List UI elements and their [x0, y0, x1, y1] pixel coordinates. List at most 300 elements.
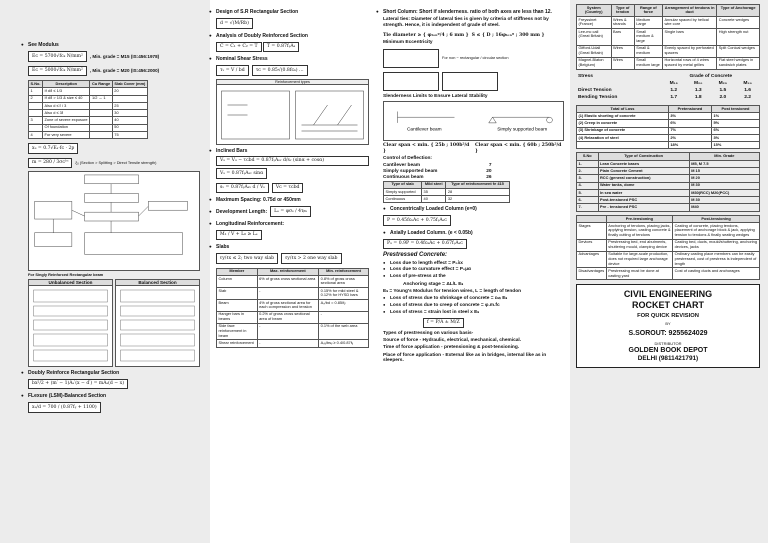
table-cell: 3% — [712, 134, 760, 141]
bending-label: Bending Tension — [578, 95, 618, 101]
table-cell: 4% of gross sectional area for each compression and tension — [257, 299, 319, 311]
table-row — [217, 299, 369, 311]
stress-value: 1.8 — [694, 95, 702, 101]
column-center-left — [210, 0, 375, 543]
time-of-force: Time of force application - pretensioning & post-tensioning. — [383, 345, 520, 351]
vc-formula: Vᴄ = τᴄbd — [272, 183, 304, 194]
direct-tension-row — [576, 88, 760, 95]
table-header-cell: Arrangement of tendons in duct — [662, 5, 716, 17]
vs-formula: Vₛ = Vᵤ − τᴄbd = 0.87fᵧAₛᵥ d/sᵥ (sinα + cosα) — [216, 156, 369, 167]
ec-1978-formula: Eᴄ = 5700√fᴄₖ N/mm² — [28, 51, 87, 62]
unbalanced-eqs — [29, 286, 112, 364]
balanced-eqs — [116, 286, 199, 364]
bending-tension-row — [576, 95, 760, 102]
flexure-formula: xᵤ/d = 700 / (0.87fᵧ + 1100) — [28, 402, 101, 413]
table-cell: Advantages — [577, 251, 607, 268]
table-cell: Continuous — [384, 196, 422, 203]
table-row — [29, 124, 148, 131]
table-cell: 50 — [112, 124, 147, 131]
table-header-cell: Type of slab — [384, 181, 422, 188]
stress-value: M₂₅ — [718, 81, 728, 87]
table-row — [577, 142, 760, 149]
balanced-row — [28, 157, 200, 170]
ecc-formula-3 — [442, 72, 498, 91]
list-item: ● Loss of stress due to creep of concrete = φ.m.fᴄ — [383, 303, 564, 309]
table-cell: 5. — [577, 189, 599, 196]
table-cell: 7. — [577, 204, 599, 211]
table-cell: 0.2% of gross cross sectional area of beam — [257, 311, 319, 323]
table-cell: 25 — [112, 102, 147, 109]
table-row — [577, 160, 760, 167]
d-formula: d = √(M/Rb) — [216, 18, 253, 29]
table-cell: - — [257, 323, 319, 340]
table-row — [577, 268, 760, 280]
table-cell: Shear reinforcement — [217, 340, 258, 347]
table-cell: 4 — [29, 131, 43, 138]
table-cell: Simply supported — [384, 188, 422, 195]
column-left — [0, 0, 210, 543]
table-cell: (3) Shrinkage of concrete — [577, 127, 669, 134]
table-header-cell: Min. Grade — [689, 153, 759, 160]
table-cell: Casting bed, ducts, mould/shuttering, anchoring devices, jacks — [673, 239, 760, 251]
table-cell: 5% — [712, 120, 760, 127]
table-cell: Pre - tensioned PSC — [598, 204, 689, 211]
clear-span-row — [383, 143, 564, 154]
table-cell: Medium Large — [634, 16, 662, 28]
table-header-cell: System (Country) — [577, 5, 612, 17]
list-item: ● Loss due to length effect = P₀λx — [383, 261, 564, 267]
clear-span-2: Clear span < min. { 60b ; 250b²/d } — [475, 143, 562, 154]
table-header-cell: Description — [43, 81, 90, 88]
failure-note: ξᵤ (Section > Splitting > Direct Tensile strength) — [75, 159, 157, 165]
tensioning-comparison-table — [576, 215, 760, 281]
table-header-cell: Post tensioned — [712, 105, 760, 112]
table-cell: 28 — [446, 188, 509, 195]
reinforcement-table — [216, 268, 369, 348]
table-row — [384, 196, 510, 203]
reinf-types-svg — [217, 85, 368, 143]
table-cell: Post-tensioned PSC — [598, 197, 689, 204]
table-cell: M 15 — [689, 168, 759, 175]
ec-2000-row — [28, 65, 200, 78]
clear-span-1: Clear span < min. { 25b ; 100b²/d } — [383, 143, 470, 154]
table-cell: 35 — [422, 188, 446, 195]
stress-value: 1.7 — [670, 95, 678, 101]
see-modulus-heading: ● See Modulus — [28, 42, 200, 48]
table-header-cell: Cu Range — [90, 81, 112, 88]
deflection-member: Continuous beam — [383, 174, 424, 180]
table-row — [577, 28, 760, 45]
one-way-slab: ℓy/ℓx > 2 one way slab — [281, 253, 341, 264]
grade-head-row — [576, 81, 760, 88]
ld-formula: Lₑ = φσₛ / 4τᵦₖ — [270, 206, 311, 217]
table-row — [577, 134, 760, 141]
table-row — [29, 88, 148, 95]
table-cell: Suitable for large-scale production, does not required large anchorage device — [606, 251, 672, 268]
table-header-cell: S.No — [577, 153, 599, 160]
table-cell: 1% — [712, 113, 760, 120]
long-formula: M₁ / V + L₀ ≥ Lₑ — [216, 230, 262, 241]
deflection-ratio: 26 — [486, 174, 492, 180]
table-cell: Anchoring of tendons, placing jacks, applying tension, casting concrete & finally cutting of tendons — [606, 223, 672, 240]
grade-label: Grade of Concrete — [689, 74, 733, 80]
table-cell: 20 — [112, 88, 147, 95]
prestress-loss-list — [383, 261, 564, 281]
permissible-stress-table — [576, 74, 760, 102]
tv-formula: τᵥ = V / bd — [216, 65, 249, 76]
table-cell: 2% — [668, 134, 711, 141]
column-center-right — [375, 0, 570, 543]
stress-label: Stress — [578, 74, 593, 80]
stress-loss-list — [383, 296, 564, 316]
stress-value: 2.0 — [719, 95, 727, 101]
table-cell: 18% — [668, 142, 711, 149]
stress-value: 1.6 — [744, 88, 751, 94]
table-cell: Split Conical wedges — [717, 45, 760, 57]
two-way-slab: ℓy/ℓx ≤ 2; two way slab — [216, 253, 278, 264]
table-row — [29, 110, 148, 117]
ecc-formula-1 — [383, 49, 439, 68]
sv-formula: sᵥ = 0.87fᵧAₛᵥ d / Vₛ — [216, 183, 269, 194]
table-cell: For very severe — [43, 131, 90, 138]
table-cell — [90, 110, 112, 117]
cantilever-label: Cantilever beam — [407, 127, 442, 133]
table-cell: M 30 — [689, 197, 759, 204]
table-row — [384, 188, 510, 195]
table-row — [577, 45, 760, 57]
table-header-cell: Max. reinforcement — [257, 268, 319, 275]
table-cell: 1. — [577, 160, 599, 167]
stress-value: 1.2 — [670, 88, 678, 94]
table-cell: Wires — [611, 45, 634, 57]
prestress-system-table — [576, 4, 760, 70]
table-cell: 1/2 → 1 — [90, 95, 112, 102]
reinforcement-types-figure — [216, 79, 369, 145]
design-sr-heading: ● Design of S.R Rectangular Section — [216, 9, 369, 15]
table-header-cell: S.No. — [29, 81, 43, 88]
table-cell: Water tanks, dome — [598, 182, 689, 189]
table-header-cell: Pre-tensioning — [606, 215, 672, 222]
unbalanced-heading: Unbalanced Section — [29, 280, 112, 287]
reinf-types-label: Reinforcement types — [217, 80, 368, 86]
table-cell: Single bars — [662, 28, 716, 45]
table-cell: - — [257, 287, 319, 299]
list-item: ● Loss of stress due to shrinkage of concrete = εₛₕ Eₛ — [383, 296, 564, 302]
conc-loaded-heading: ● Concentrically Loaded Column (e=0) — [390, 206, 564, 212]
tie-row — [383, 33, 564, 39]
types-prestressing: Types of prestressing on various basis- — [383, 330, 474, 336]
flexure-heading: ● FLexure (LSM)-Balanced Section — [28, 393, 200, 399]
table-cell: - — [319, 311, 369, 323]
table-cell: In sea water — [598, 189, 689, 196]
direct-label: Direct Tension — [578, 88, 612, 94]
inclined-heading: ● Inclined Bars — [216, 148, 369, 154]
ec-1978-note: , Min. grade = M15 (IS:456:1978) — [89, 53, 160, 59]
table-cell: Plain Concrete Cement — [598, 168, 689, 175]
table-row — [29, 102, 148, 109]
table-cell: 2. — [577, 168, 599, 175]
table-cell: Of foundation — [43, 124, 90, 131]
table-cell: Annular spaced by helical wire core — [662, 16, 716, 28]
table-row — [217, 275, 369, 287]
table-cell: 0.8% of gross cross sectional area — [319, 275, 369, 287]
table-header-cell: Range of force — [634, 5, 662, 17]
analysis-dr-heading: ● Analysis of Doubly Reinforced Section — [216, 33, 369, 39]
table-cell: 3 — [29, 117, 43, 124]
table-cell: 7% — [668, 127, 711, 134]
shear-row — [216, 64, 369, 77]
slabs-heading: ● Slabs — [216, 244, 369, 250]
deflection-ratios — [383, 163, 564, 180]
table-cell — [577, 142, 669, 149]
doubly-formula: bx²/2 + (m′ − 1)Aₛ′(x − d′) = mAₛ(d − x) — [28, 379, 128, 390]
table-cell: Side face reinforcement in beam — [217, 323, 258, 340]
table-cell: Devices — [577, 239, 607, 251]
table-cell: 6. — [577, 197, 599, 204]
table-cell: M 20 — [689, 175, 759, 182]
stress-value: 1.3 — [694, 88, 702, 94]
list-item: ● Loss of pre-stress at the — [383, 274, 564, 280]
lateral-ties-text: Lateral ties: Diameter of lateral ties is given by criteria of stiffness not by strength. Hence, it is independent of grade of steel. — [383, 17, 549, 28]
table-cell: Cost of casting ducts and anchorages — [673, 268, 760, 280]
table-cell: Concrete wedges — [717, 16, 760, 28]
ec-2000-note: , Min. grade = M20 (IS:456:2000) — [89, 68, 160, 73]
table-row — [217, 311, 369, 323]
table-cell: RCC (general construction) — [598, 175, 689, 182]
table-header-cell: Pretensioned — [668, 105, 711, 112]
doubly-heading: ● Doubly Reinforce Rectangular Section — [28, 370, 200, 376]
table-row — [577, 113, 760, 120]
table-cell: M5, M 7.5 — [689, 160, 759, 167]
table-row — [29, 131, 148, 138]
table-row — [577, 16, 760, 28]
table-row — [577, 182, 760, 189]
sv-row — [216, 182, 369, 195]
place-of-force: Place of force application - External like as in bridges, internal like as in sleepers. — [383, 352, 547, 364]
table-header-cell: Min. reinforcement — [319, 268, 369, 275]
source-of-force: Source of force - Hydraulic, electrical, mechanical, chemical. — [383, 338, 522, 344]
table-row — [217, 287, 369, 299]
ec-2000-formula: Eᴄ = 5000√fᴄₖ N/mm² — [28, 66, 87, 77]
ecc-formula-2 — [383, 72, 439, 91]
table-cell: 40 — [422, 196, 446, 203]
table-cell: Stages — [577, 223, 607, 240]
stress-value: M₃₀ — [743, 81, 752, 87]
max-spacing: ● Maximum Spacing: 0.75d or 450mm — [216, 197, 369, 203]
deflection-heading: Control of Deflection: — [383, 156, 433, 161]
slab-types-row — [216, 252, 369, 265]
table-cell: Prestressing bed, end abutments, shuttering mould, clamping device — [606, 239, 672, 251]
singly-title: For Singly Reinforced Rectangular beam — [28, 272, 104, 278]
author-line: S.SOROUT: 9255624029 — [628, 330, 708, 338]
table-row — [577, 168, 760, 175]
table-row — [577, 175, 760, 182]
table-cell: Also d ≤ 3ℓ — [43, 110, 90, 117]
distributor-name: GOLDEN BOOK DEPOT — [628, 346, 708, 354]
table-cell: 30 — [112, 110, 147, 117]
dev-length-heading: ● Development Length: — [216, 209, 267, 215]
analysis-formula: C = C₁ + C₂ = T — [216, 42, 262, 53]
title-subtitle: FOR QUICK REVISION — [637, 312, 699, 319]
slenderness-figure — [383, 101, 564, 141]
table-row — [577, 251, 760, 268]
table-cell: Lean Concrete bases — [598, 160, 689, 167]
deflection-table — [383, 181, 510, 204]
xu-row — [28, 142, 200, 155]
simply-label: Simply supported beam — [497, 127, 548, 133]
table-cell: 0.15% for mild steel & 0.12% for HYSD bars — [319, 287, 369, 299]
m-formula: m = 280 / 3σᴄᵇᶜ — [28, 158, 72, 169]
deflection-ratio: 20 — [486, 169, 492, 174]
table-cell: Prestressing must be done at casting yard — [606, 268, 672, 280]
table-cell: 40 — [112, 117, 147, 124]
table-cell: Bars — [611, 28, 634, 45]
table-cell: Hanger bars in beams — [217, 311, 258, 323]
table-cell: If d/ℓ > 1/3 & size ≤ 40 — [43, 95, 90, 102]
table-cell: If d/ℓ ≤ 1/3 — [43, 88, 90, 95]
stress-value: 2.2 — [744, 95, 751, 101]
table-row — [577, 197, 760, 204]
table-cell: Also d ≤ ℓ / 3 — [43, 102, 90, 109]
table-cell — [90, 131, 112, 138]
tc-formula: τᴄ = 0.85√(0.8fᴄₖ) … — [252, 65, 308, 76]
table-cell: (4) Relaxation of steel — [577, 134, 669, 141]
balanced-heading: Balanced Section — [116, 280, 199, 287]
table-cell: 6% of gross cross sectional area — [257, 275, 319, 287]
table-cell: Disadvantages — [577, 268, 607, 280]
table-cell: 32 — [446, 196, 509, 203]
es-note: Eₛ = Young's Modulus for tension wires, L = length of tendon — [383, 288, 522, 294]
table-cell: Freyssinet (France) — [577, 16, 612, 28]
stress-value: M₂₀ — [693, 81, 703, 87]
deflection-member: Cantilever beam — [383, 163, 421, 169]
exposure-table — [28, 80, 148, 139]
table-header-cell: Mild steel — [422, 181, 446, 188]
table-cell: 15% — [712, 142, 760, 149]
table-cell: M 30 — [689, 182, 759, 189]
table-cell: Beam — [217, 299, 258, 311]
list-item: ● Loss of stress = strain lost in steel x Eₛ — [383, 310, 564, 316]
table-header-cell: Slab Cover (mm) — [112, 81, 147, 88]
anchoring-formula: Anchoring stage = ΔL/L Eₛ — [403, 281, 464, 287]
table-cell: (2) Creep in concrete — [577, 120, 669, 127]
table-cell: Wires — [611, 57, 634, 69]
table-cell — [90, 88, 112, 95]
stress-value: 1.5 — [719, 88, 727, 94]
table-row — [577, 204, 760, 211]
table-cell: Magnel-Blaton (Belgium) — [577, 57, 612, 69]
table-row — [29, 95, 148, 102]
pu-formula: Pᵤ = 0.9P = 0.4fᴄₖAᴄ + 0.67fᵧAₛᴄ — [383, 239, 467, 250]
table-cell: 6% — [668, 120, 711, 127]
table-cell: Evenly spaced by perforated spacers — [662, 45, 716, 57]
table-cell: Ordinary casting place members can be easily prestressed, cost of prestress is independent of length — [673, 251, 760, 268]
table-cell — [90, 102, 112, 109]
flow-svg — [29, 172, 199, 270]
deflection-member: Simply supported beam — [383, 169, 438, 174]
axial-loaded-heading: ● Axially Loaded Column. (e < 0.05b) — [390, 230, 564, 236]
table-cell: 3. — [577, 175, 599, 182]
table-cell — [112, 95, 147, 102]
table-row — [217, 340, 369, 347]
table-cell: Small medium large — [634, 57, 662, 69]
table-cell: (1) Elastic shorting of concrete — [577, 113, 669, 120]
table-header-cell: Member — [217, 268, 258, 275]
unbalanced-section — [28, 279, 113, 367]
table-cell: M30(RCC) M20(PCC) — [689, 189, 759, 196]
table-cell: Wires & strands — [611, 16, 634, 28]
table-header-cell: Type of Anchorage — [717, 5, 760, 17]
table-row — [29, 117, 148, 124]
title-line-1: CIVIL ENGINEERING — [623, 289, 713, 300]
table-cell: M40 — [689, 204, 759, 211]
min-eccentricity-heading: Minimum Eccentricity — [383, 40, 433, 45]
table-header-cell: Total of Loss — [577, 105, 669, 112]
table-header-cell: Post-tensioning — [673, 215, 760, 222]
min-grade-table — [576, 152, 760, 211]
table-cell: Flat steel wedges in sandwich plates — [717, 57, 760, 69]
tie-diameter: Tie diameter ≥ { φₗₒₙᵍ/4 ; 6 mm } — [383, 32, 469, 38]
table-header-cell: Type of tendon — [611, 5, 634, 17]
slenderness-svg — [384, 102, 563, 140]
distributor-label: DISTRIBUTOR — [654, 340, 682, 346]
column-right — [570, 0, 768, 543]
t-formula: T = 0.87fᵧAₛ — [263, 42, 299, 53]
title-line-2: ROCKET CHART — [632, 300, 704, 311]
table-header-cell: Type of reinforcement fe 415 — [446, 181, 509, 188]
table-cell: High strength nut — [717, 28, 760, 45]
table-cell: 3% — [668, 113, 711, 120]
table-cell — [90, 117, 112, 124]
table-cell: Small & medium — [634, 45, 662, 57]
table-cell: Aₛ/bd = 0.85/fᵧ — [319, 299, 369, 311]
table-cell: Horizontal rows of 4 wires spaced by metal grilles — [662, 57, 716, 69]
design-flow-diagram — [28, 171, 200, 271]
distributor-city: DELHI (9811421791) — [637, 355, 699, 363]
table-cell: 75 — [112, 131, 147, 138]
single-bar-formula: Vₛ = 0.87fᵧAₛᵥ sinα — [216, 168, 267, 179]
by-label: BY — [665, 320, 671, 326]
slenderness-heading: Slenderness Limits to Ensure Lateral Stability — [383, 93, 488, 99]
table-row — [577, 127, 760, 134]
table-header-cell: Type of Construction — [598, 153, 689, 160]
ecc-note: For non − rectangular / circular section — [442, 54, 509, 60]
table-cell — [90, 124, 112, 131]
tie-spacing: S ≤ { D ; 16φₗₒₙᵍ ; 300 mm } — [471, 32, 545, 38]
table-cell: Casting of concrete, placing tendons, placement of anchorage block & jack, applying tension to tendons & finally seating wedges — [673, 223, 760, 240]
table-row — [577, 57, 760, 69]
ec-1978-row — [28, 50, 200, 63]
table-cell: 2 — [29, 95, 43, 102]
table-cell: Zone of severe exposure — [43, 117, 90, 124]
table-cell: Slab — [217, 287, 258, 299]
xu-formula: xᵤ = 0.7√Eₛ·fᴄ · 2p — [28, 143, 78, 154]
table-cell — [29, 102, 43, 109]
table-cell: Small medium & large — [634, 28, 662, 45]
table-cell: - — [257, 340, 319, 347]
singly-sections — [28, 279, 200, 367]
table-cell: Lee-mc call (Great Britain) — [577, 28, 612, 45]
rocket-chart-title-box — [576, 284, 760, 368]
table-cell: 0.1% of the web area — [319, 323, 369, 340]
table-row — [217, 323, 369, 340]
table-header-cell — [577, 215, 607, 222]
short-column-text: ● Short Column: Short if slenderness. ratio of both axes are less than 12. — [383, 9, 564, 15]
prestressed-heading: Prestressed Concrete: — [383, 251, 448, 258]
list-item: ● Loss due to curvature effect = P₀μα — [383, 267, 564, 273]
table-cell: 6% — [712, 127, 760, 134]
table-cell: Aₛᵥ/bsᵥ ≥ 0.4/0.87fᵧ — [319, 340, 369, 347]
